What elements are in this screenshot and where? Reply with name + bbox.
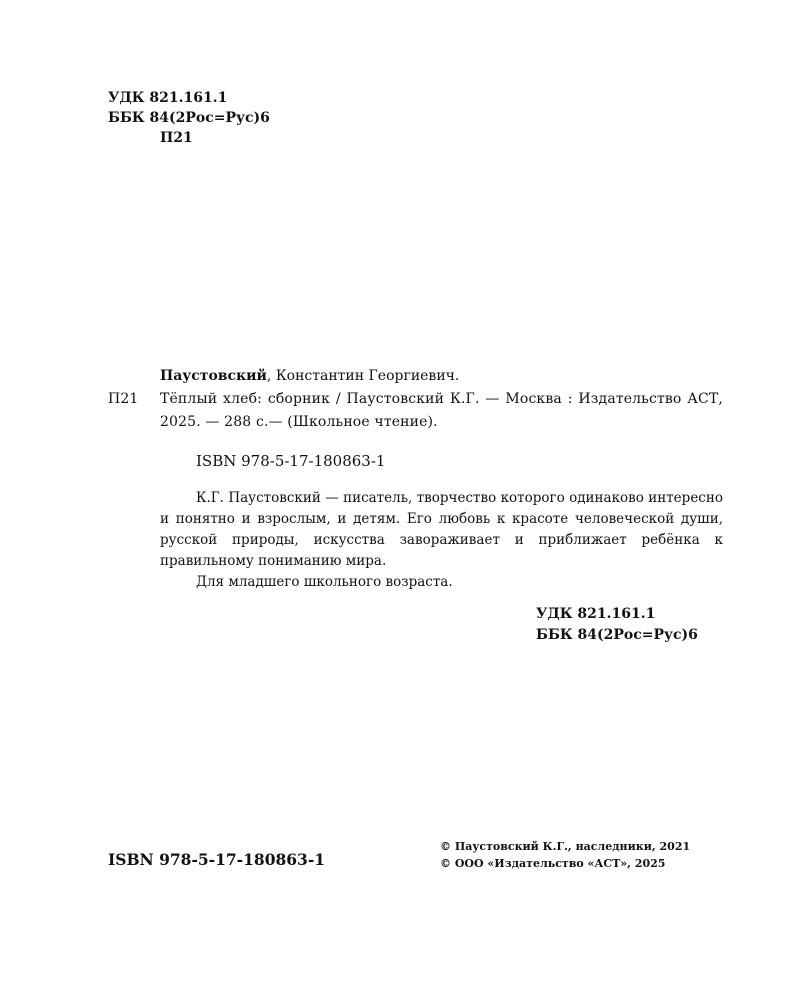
annotation	[160, 488, 723, 593]
bottom-classification-codes	[536, 604, 698, 646]
audience-note: Для младшего школьного возраста.	[196, 574, 453, 590]
title-description: Тёплый хлеб: сборник / Паустовский К.Г. — Москва : Издательство АСТ, 2025. — 288 с.— (Школьное чтение).	[160, 391, 723, 430]
title-description-block	[108, 388, 723, 434]
author-mark: П21	[160, 130, 193, 146]
author-heading	[108, 365, 723, 388]
footer-isbn: ISBN 978-5-17-180863-1	[108, 850, 326, 869]
bbk-code: ББК 84(2Рос=Рус)6	[108, 110, 270, 126]
top-classification-codes	[108, 88, 270, 148]
copyright-publisher: © ООО «Издательство «АСТ», 2025	[440, 857, 666, 870]
entry-isbn: ISBN 978-5-17-180863-1	[196, 452, 386, 470]
entry-author-mark: П21	[108, 391, 139, 407]
bottom-bbk-code: ББК 84(2Рос=Рус)6	[536, 627, 698, 643]
bibliographic-entry	[108, 365, 723, 473]
udk-code: УДК 821.161.1	[108, 90, 228, 106]
author-surname: Паустовский	[160, 368, 267, 384]
copyright-block	[440, 838, 690, 872]
copyright-author: © Паустовский К.Г., наследники, 2021	[440, 840, 691, 853]
bottom-udk-code: УДК 821.161.1	[536, 606, 656, 622]
author-given-names: , Константин Георгиевич.	[266, 368, 460, 384]
annotation-text: К.Г. Паустовский — писатель, творчество которого одинаково интересно и понятно и взрослым, и детям. Его любовь к красоте человеческой души, русской природы, искусства завораживает и приближает ребёнка к правильному пониманию мира.	[160, 490, 723, 569]
